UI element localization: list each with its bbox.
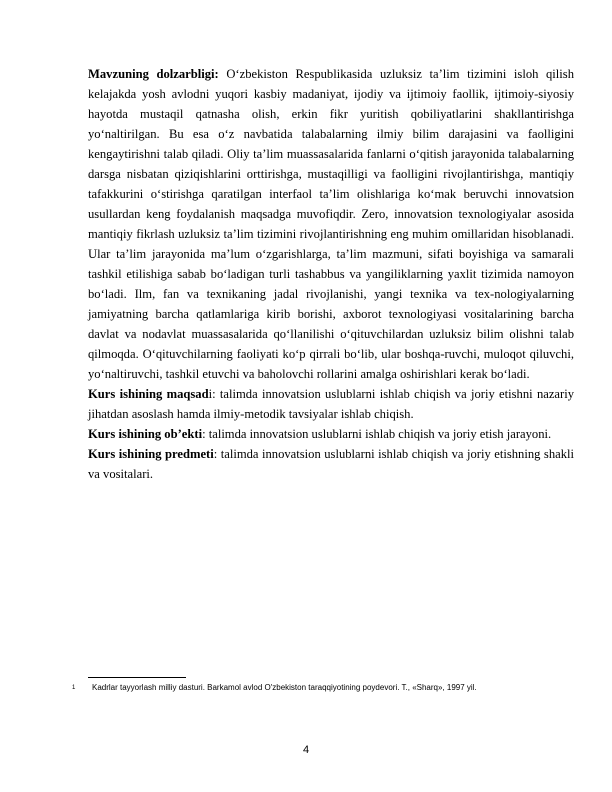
paragraph-object [88,424,574,444]
paragraph-subject [88,444,574,484]
footnote-number: 1 [72,685,76,691]
paragraph-text: O‘zbekiston Respublikasida uzluksiz ta’lim tizimini isloh qilish kelajakda yosh avlodni yuqori kasbiy madaniyat, ijodiy va ijtimoiy faollik, ijtimoiy-siyosiy hayotda mustaqil qatnasha olish, erkin fikr yuritish qobiliyatlarini shakllantirishga yo‘naltirilgan. Bu esa o‘z navbatida talabalarning ilmiy bilim darajasini va faolligini kengaytirishni talab qiladi. Oliy ta’lim muassasalarida fanlarni o‘qitish jarayonida talabalarning darsga nisbatan qiziqishlarini orttirishga, mustaqilligi va faolligini rivojlantirishga, mantiqiy tafakkurini o‘stirishga qaratilgan interfaol ta’lim olishlariga ko‘mak beruvchi innovatsion usullardan keng foydalanish maqsadga muvofiqdir. Zero, innovatsion texnologiyalar asosida mantiqiy fikrlash uzluksiz ta’lim tizimini rivojlantirishning eng muhim omillaridan hisoblanadi. Ular ta’lim jarayonida ma’lum o‘zgarishlarga, ta’lim mazmuni, sifati boyishiga va samarali tashkil etilishiga sabab bo‘ladigan turli tashabbus va yangiliklarning yaxlit tizimida namoyon bo‘ladi. Ilm, fan va texnikaning jadal rivojlanishi, yangi texnika va tex-nologiyalarning jamiyatning barcha qatlamlariga kirib borishi, axborot texnologiyasi vositalarining barcha davlat va nodavlat muassasalarida qo‘llanilishi o‘qituvchilardan uzluksiz bilim olishni talab qilmoqda. O‘qituvchilarning faoliyati ko‘p qirrali bo‘lib, ular boshqa-ruvchi, muloqot qiluvchi, yo‘naltiruvchi, tashkil etuvchi va baholovchi rollarini amalga oshirishlari kerak bo‘ladi. [88,67,574,381]
paragraph-goal [88,384,574,424]
page-number: 4 [302,744,310,756]
paragraph-text: i: talimda innovatsion uslublarni ishlab chiqish va joriy etishni nazariy jihatdan asoslash hamda ilmiy-metodik tavsiyalar ishlab chiqish. [88,387,575,421]
paragraph-text: : talimda innovatsion uslublarni ishlab chiqish va joriy etish jarayoni. [202,427,552,441]
paragraph-text: : talimda innovatsion uslublarni ishlab chiqish va joriy etishning shakli va vositalari. [88,447,574,481]
footnote-divider [88,677,186,678]
footnote-text: Kadrlar tayyorlash milliy dasturi. Barkamol avlod O'zbekiston taraqqiyotining poydevori. T., «Sharq», 1997 yil. [92,683,477,692]
footnote [72,683,572,693]
paragraph-label: Kurs ishining ob’ekti [88,427,203,441]
paragraph-label: Kurs ishining maqsad [88,387,209,401]
paragraph-label: Mavzuning dolzarbligi: [88,67,219,81]
paragraph-label: Kurs ishining predmeti [88,447,214,461]
body-text [88,64,574,484]
paragraph-relevance [88,64,574,384]
